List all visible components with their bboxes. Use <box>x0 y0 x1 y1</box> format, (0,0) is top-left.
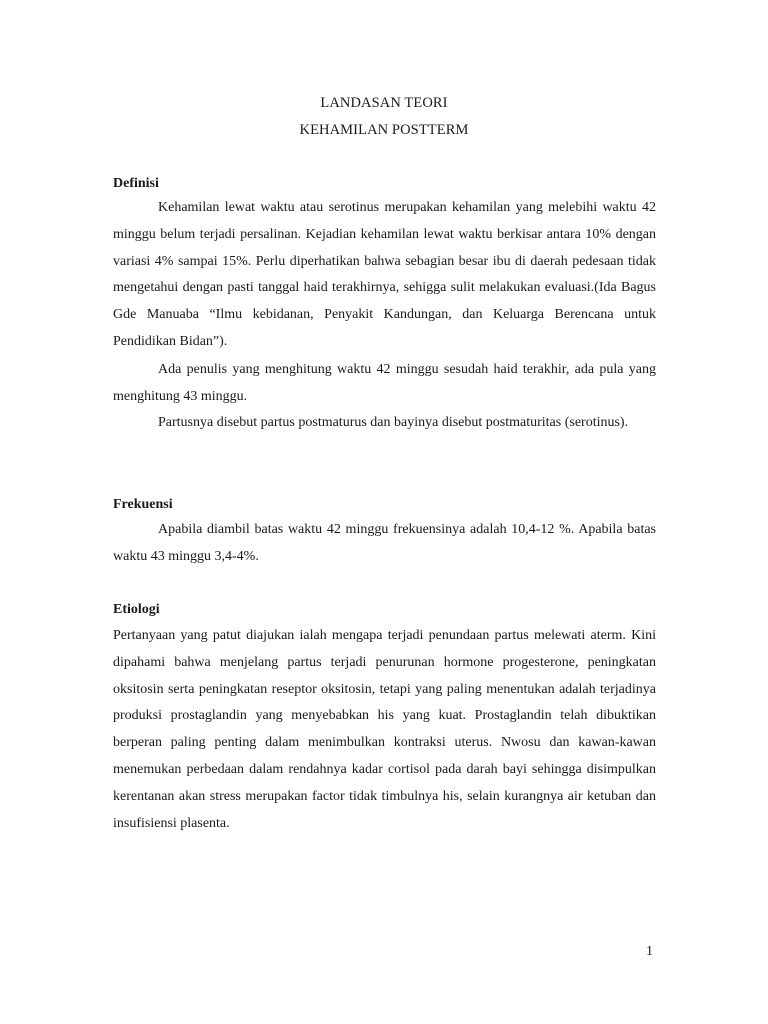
section-heading-definisi: Definisi <box>113 176 159 191</box>
page-number: 1 <box>646 944 653 959</box>
document-title-line-1: LANDASAN TEORI <box>320 95 448 111</box>
frekuensi-paragraph-1: Apabila diambil batas waktu 42 minggu frekuensinya adalah 10,4-12 %. Apabila batas waktu 43 minggu 3,4-4%. <box>113 522 656 564</box>
definisi-paragraph-1: Kehamilan lewat waktu atau serotinus merupakan kehamilan yang melebihi waktu 42 minggu belum terjadi persalinan. Kejadian kehamilan lewat waktu berkisar antara 10% dengan variasi 4% sampai 15%. Perlu diperhatikan bahwa sebagian besar ibu di daerah pedesaan tidak mengetahui dengan pasti tanggal haid terakhirnya, sehigga sulit melakukan evaluasi.(Ida Bagus Gde Manuaba “Ilmu kebidanan, Penyakit Kandungan, dan Keluarga Berencana untuk Pendidikan Bidan”). <box>113 200 656 349</box>
section-heading-etiologi: Etiologi <box>113 602 160 617</box>
section-heading-frekuensi: Frekuensi <box>113 497 173 512</box>
definisi-paragraph-3: Partusnya disebut partus postmaturus dan bayinya disebut postmaturitas (serotinus). <box>158 415 629 430</box>
etiologi-paragraph-1: Pertanyaan yang patut diajukan ialah mengapa terjadi penundaan partus melewati aterm. Kini dipahami bahwa menjelang partus terjadi penurunan hormone progesterone, peningkatan oksitosin serta peningkatan reseptor oksitosin, tetapi yang paling menentukan adalah terjadinya produksi prostaglandin yang menyebabkan his yang kuat. Prostaglandin telah dibuktikan berperan paling penting dalam menimbulkan kontraksi uterus. Nwosu dan kawan-kawan menemukan perbedaan dalam rendahnya kadar cortisol pada darah bayi sehingga disimpulkan kerentanan akan stress merupakan factor tidak timbulnya his, selain kurangnya air ketuban dan insufisiensi plasenta. <box>113 628 656 831</box>
definisi-paragraph-2: Ada penulis yang menghitung waktu 42 minggu sesudah haid terakhir, ada pula yang menghitung 43 minggu. <box>113 362 656 404</box>
document-title-line-2: KEHAMILAN POSTTERM <box>299 122 469 138</box>
